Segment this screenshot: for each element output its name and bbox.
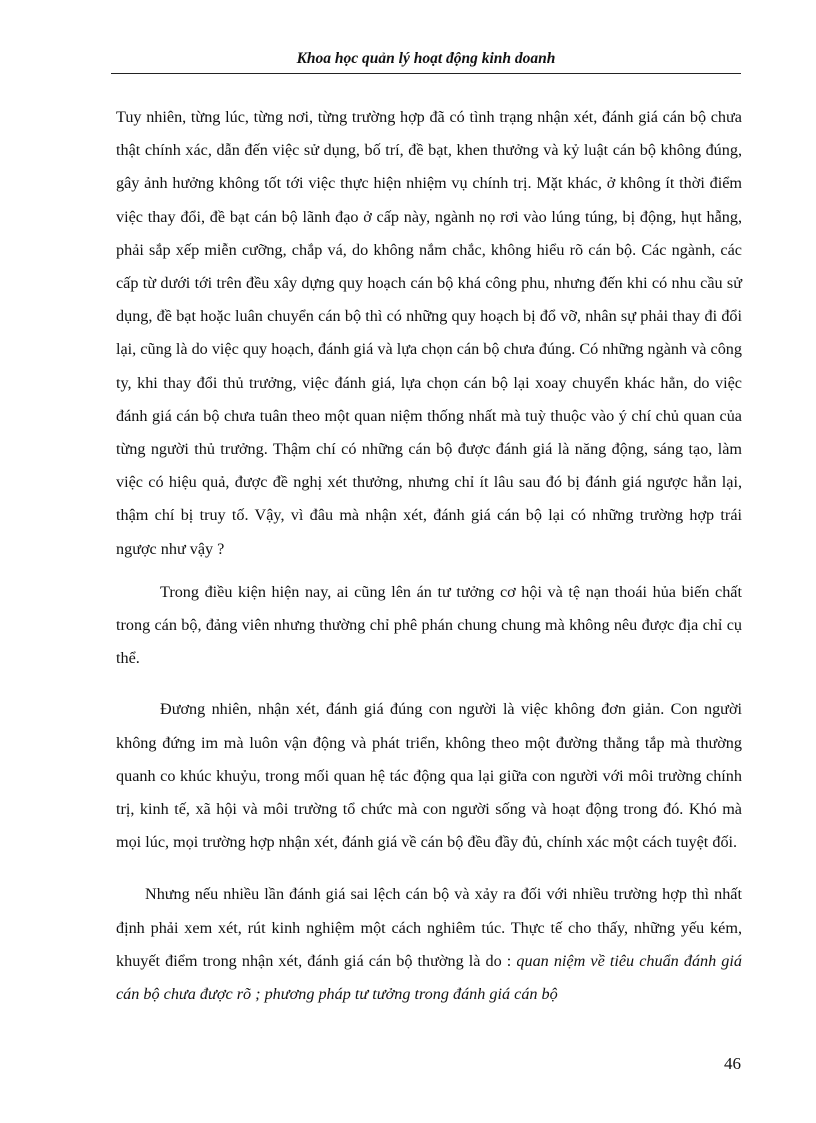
body-text	[116, 101, 742, 1011]
paragraph-4	[116, 878, 742, 1011]
page-number: 46	[724, 1054, 741, 1073]
paragraph-4-text: Nhưng nếu nhiều lần đánh giá sai lệch cán bộ và xảy ra đối với nhiều trường hợp thì nhất định phải xem xét, rút kinh nghiệm một cách nghiêm túc. Thực tế cho thấy, những yếu kém, khuyết điểm trong nhận xét, đánh giá cán bộ thường là do :	[116, 885, 742, 970]
paragraph-2: Trong điều kiện hiện nay, ai cũng lên án tư tưởng cơ hội và tệ nạn thoái hủa biến chất trong cán bộ, đảng viên nhưng thường chỉ phê phán chung chung mà không nêu được địa chỉ cụ thể.	[116, 582, 742, 668]
header-rule	[111, 73, 741, 74]
running-header: Khoa học quản lý hoạt động kinh doanh	[296, 50, 556, 67]
paragraph-4-italic: quan niệm về tiêu chuẩn đánh giá cán bộ chưa được rõ ; phương pháp tư tưởng trong đánh giá cán bộ	[116, 951, 742, 1004]
paragraph-3: Đương nhiên, nhận xét, đánh giá đúng con người là việc không đơn giản. Con người không đứng im mà luôn vận động và phát triển, không theo một đường thẳng tắp mà thường quanh co khúc khuỷu, trong mối quan hệ tác động qua lại giữa con người với môi trường chính trị, kinh tế, xã hội và môi trường tổ chức mà con người sống và hoạt động trong đó. Khó mà mọi lúc, mọi trường hợp nhận xét, đánh giá về cán bộ đều đầy đủ, chính xác một cách tuyệt đối.	[116, 700, 742, 852]
paragraph-1: Tuy nhiên, từng lúc, từng nơi, từng trường hợp đã có tình trạng nhận xét, đánh giá cán bộ chưa thật chính xác, dẫn đến việc sử dụng, bố trí, đề bạt, khen thưởng và kỷ luật cán bộ không đúng, gây ảnh hưởng không tốt tới việc thực hiện nhiệm vụ chính trị. Mặt khác, ở không ít thời điểm việc thay đổi, đề bạt cán bộ lãnh đạo ở cấp này, ngành nọ rơi vào lúng túng, bị động, hụt hẫng, phải sắp xếp miễn cưỡng, chắp vá, do không nắm chắc, không hiểu rõ cán bộ. Các ngành, các cấp từ dưới tới trên đều xây dựng quy hoạch cán bộ khá công phu, nhưng đến khi có nhu cầu sử dụng, đề bạt hoặc luân chuyển cán bộ thì có những quy hoạch bị đổ vỡ, nhân sự phải thay đi đổi lại, cũng là do việc quy hoạch, đánh giá và lựa chọn cán bộ chưa đúng. Có những ngành và công ty, khi thay đổi thủ trưởng, việc đánh giá, lựa chọn cán bộ lại xoay chuyển khác hẳn, do việc đánh giá cán bộ chưa tuân theo một quan niệm thống nhất mà tuỳ thuộc vào ý chí chủ quan của từng người thủ trưởng. Thậm chí có những cán bộ được đánh giá là năng động, sáng tạo, làm việc có hiệu quả, được đề nghị xét thưởng, nhưng chỉ ít lâu sau đó bị đánh giá ngược hẳn lại, thậm chí bị truy tố. Vậy, vì đâu mà nhận xét, đánh giá cán bộ lại có những trường hợp trái ngược như vậy ?	[116, 108, 742, 558]
